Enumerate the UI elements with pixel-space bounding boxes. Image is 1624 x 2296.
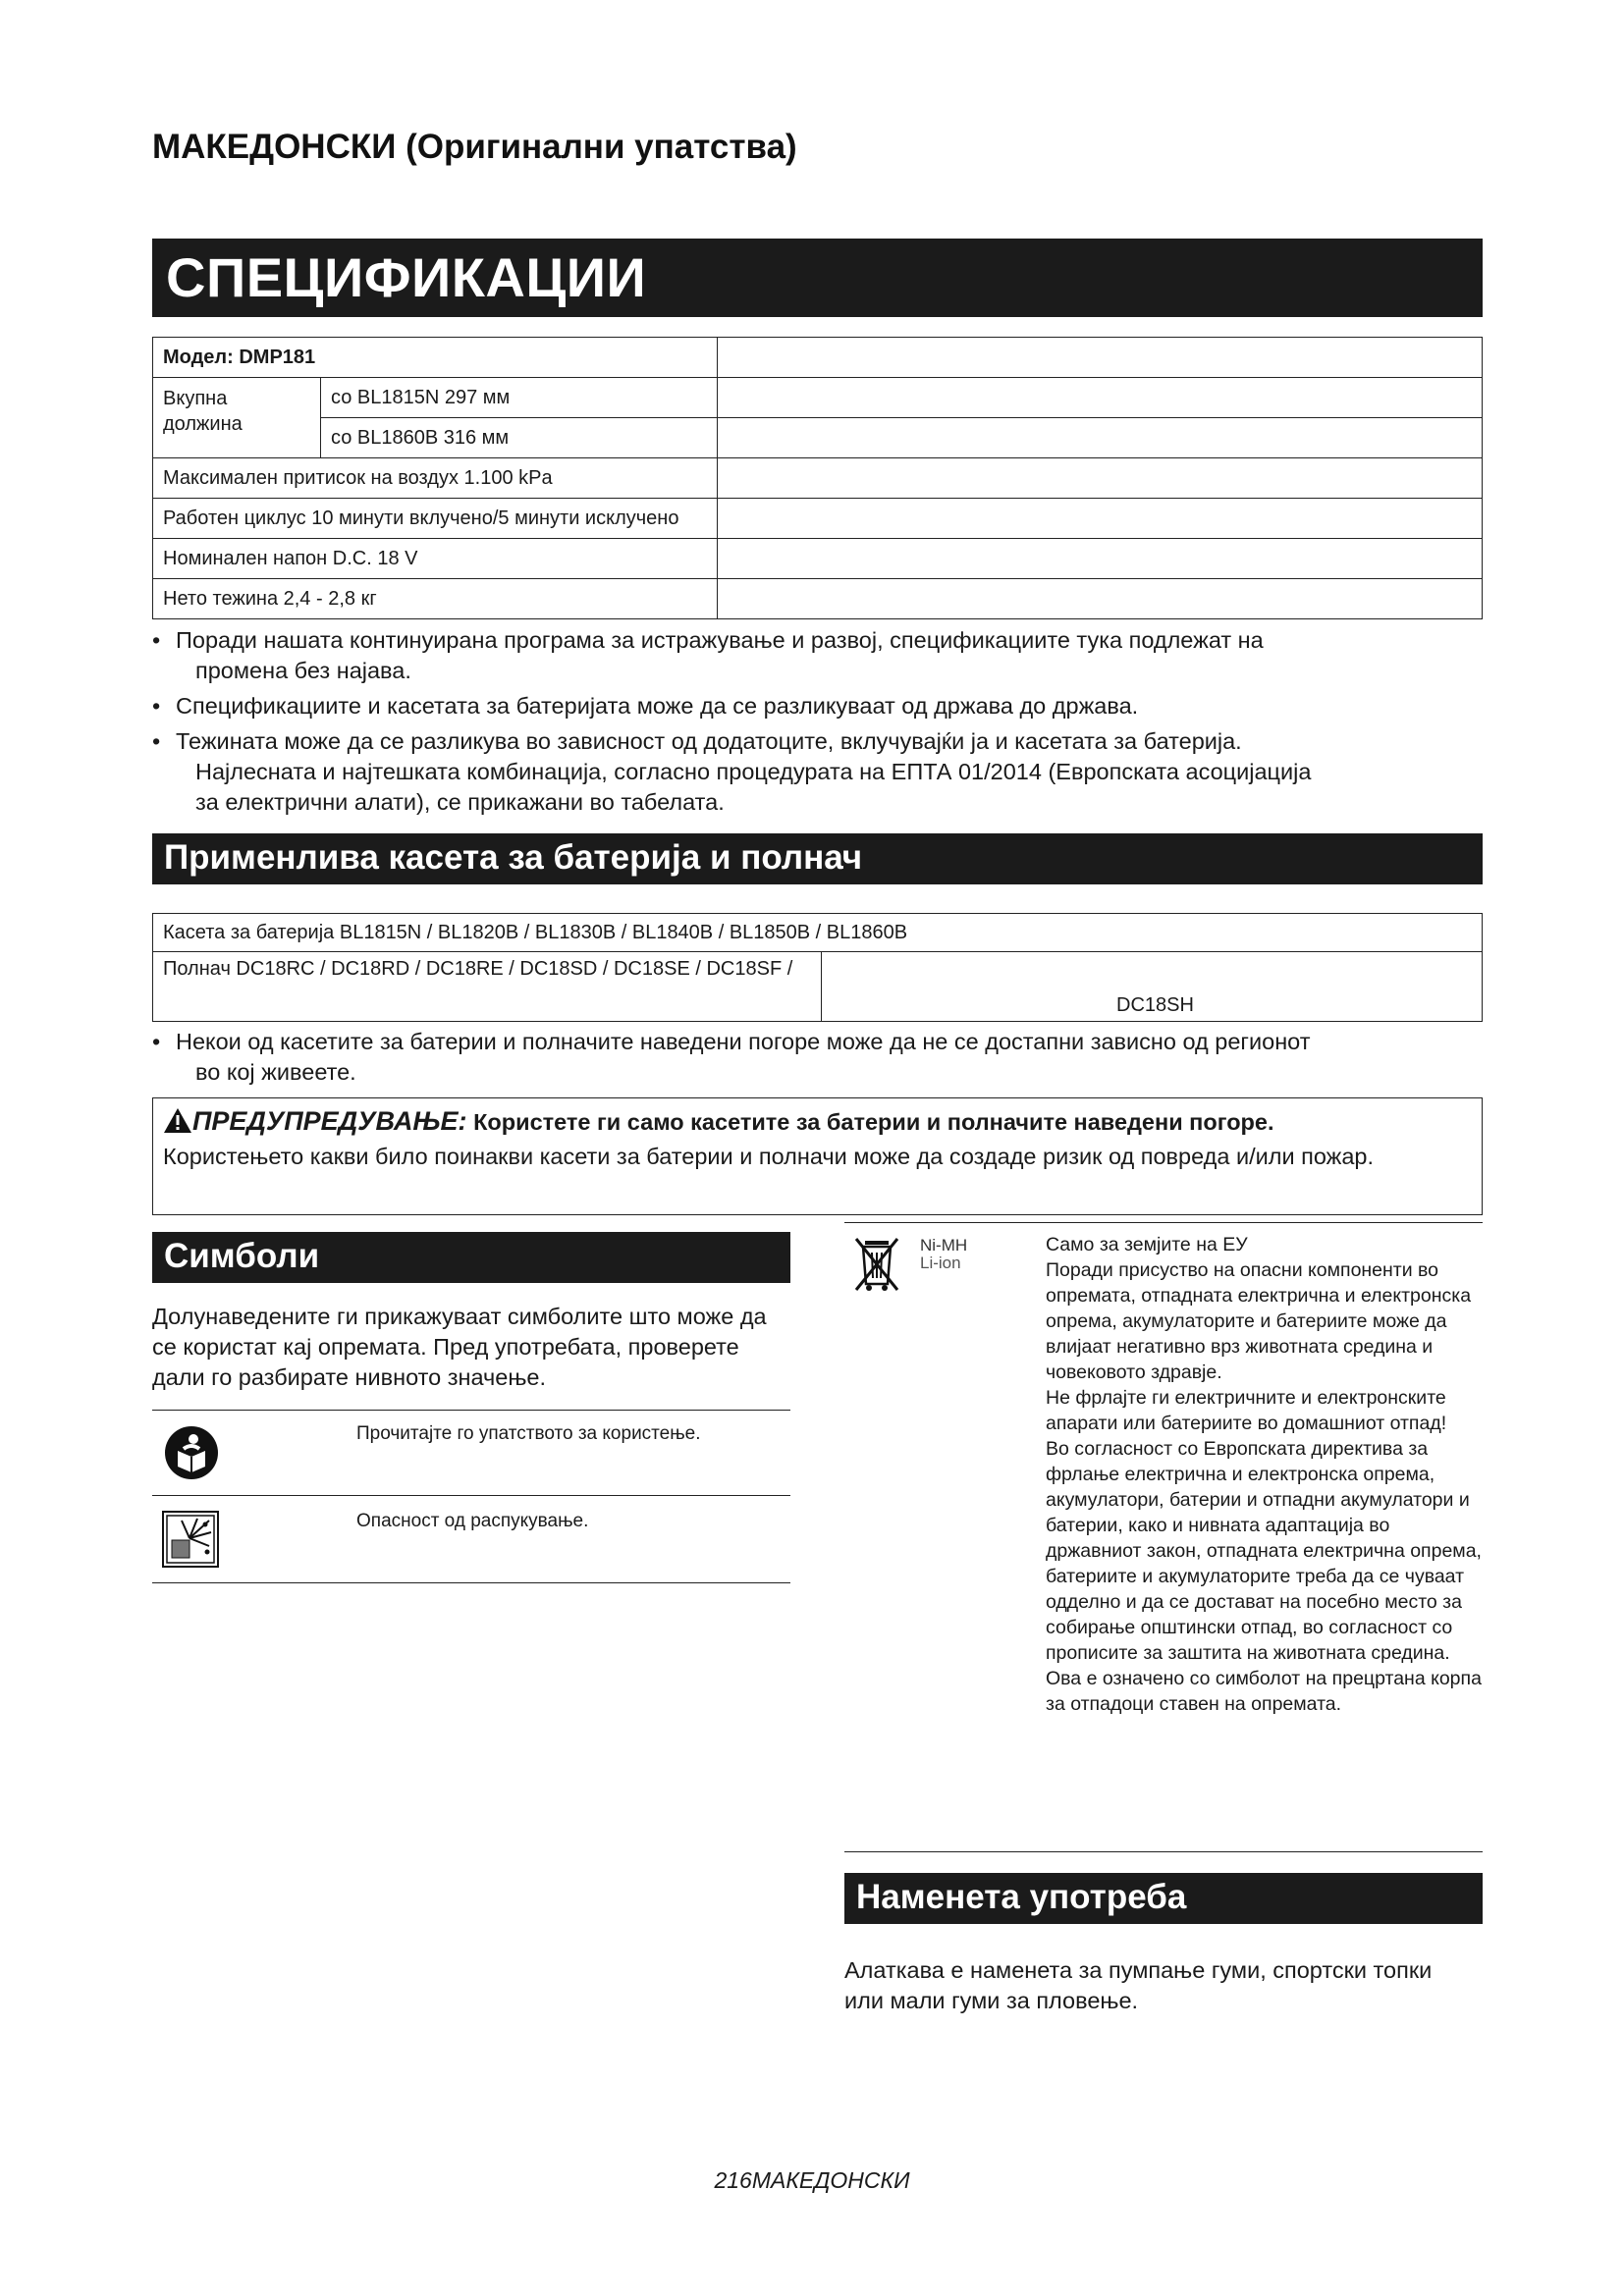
table-row [153, 499, 1483, 539]
net-weight-cell: Нето тежина 2,4 - 2,8 кг [153, 579, 718, 619]
list-item [152, 625, 1483, 686]
warning-text: Користењето какви било поинакви касети за батерии и полначи може да создаде ризик од повреда и/или пожар. [163, 1144, 1375, 1169]
list-item [152, 726, 1483, 818]
note-text: Некои од касетите за батерии и полначите наведени погоре може да не се достапни зависно од регионот [176, 1029, 1311, 1054]
eu-paragraph: Само за земјите на ЕУ [1046, 1234, 1248, 1255]
warning-bold-text: Користете ги само касетите за батерии и полначите наведени погоре. [473, 1109, 1274, 1135]
eu-disposal-text [1046, 1232, 1488, 1717]
page-footer: 216МАКЕДОНСКИ [714, 2167, 910, 2193]
charger-cell: Полнач DC18RC / DC18RD / DC18RE / DC18SD / DC18SE / DC18SF / [153, 952, 822, 1022]
empty-cell [718, 418, 1483, 458]
warning-label: ПРЕДУПРЕДУВАЊЕ: [192, 1106, 467, 1136]
table-row [153, 914, 1483, 952]
battery-table [152, 913, 1483, 1022]
symbol-text: Опасност од распукување. [356, 1511, 589, 1531]
li-ion-label: Li-ion [920, 1254, 961, 1272]
empty-cell [718, 378, 1483, 418]
symbols-heading: Симболи [152, 1232, 790, 1283]
table-row [153, 539, 1483, 579]
empty-cell [718, 539, 1483, 579]
eu-paragraph: Во согласност со Европската директива за фрлање електрична и електронска опрема, акумулатори, батерии и отпадни акумулатори и батерии, како и нивната адаптација во државниот закон, отпадната електрична опрема, батериите и акумулаторите треба да се чуваат одделно и да се достават на посебно место за собирање општински отпад, во согласност со прописите за заштита на животната средина. [1046, 1438, 1482, 1664]
duty-cycle-cell: Работен циклус 10 минути вклучено/5 минути исклучено [153, 499, 718, 539]
model-cell: Модел: DMP181 [153, 338, 718, 378]
symbols-intro: Долунаведените ги прикажуваат симболите што може да се користат кај опремата. Пред употребата, проверете дали го разбирате нивното значење. [152, 1304, 767, 1390]
symbol-row [152, 1495, 790, 1583]
list-item [152, 1027, 1483, 1088]
note-text: Тежината може да се разликува во зависност од додатоците, вклучувајќи ја и касетата за батерија. [176, 728, 1242, 754]
note-text: Поради нашата континуирана програма за истражување и развој, спецификациите тука подлежат на [176, 627, 1264, 653]
read-manual-icon [164, 1425, 219, 1485]
eu-paragraph: Ова е означено со симболот на прецртана корпа за отпадоци ставен на опремата. [1046, 1668, 1482, 1715]
max-pressure-cell: Максимален притисок на воздух 1.100 kPa [153, 458, 718, 499]
specs-table [152, 337, 1483, 619]
empty-cell [718, 499, 1483, 539]
note-text: Спецификациите и касетата за батеријата може да се разликуваат од држава до држава. [176, 693, 1139, 719]
divider [844, 1851, 1483, 1852]
empty-cell [718, 579, 1483, 619]
cartridge-cell: Касета за батерија BL1815N / BL1820B / BL1830B / BL1840B / BL1850B / BL1860B [153, 914, 1483, 952]
table-row [153, 378, 1483, 418]
note-text: во кој живеете. [195, 1059, 356, 1085]
empty-cell [718, 458, 1483, 499]
language-title: МАКЕДОНСКИ (Оригинални упатства) [152, 128, 797, 166]
intended-use-heading: Наменета употреба [844, 1873, 1483, 1924]
length-cell: со BL1860B 316 мм [321, 418, 718, 458]
divider [844, 1222, 1483, 1223]
note-text: за електрични алати), се прикажани во табелата. [195, 789, 725, 815]
table-row [153, 952, 1483, 1022]
intended-use-text: Алаткава е наменета за пумпање гуми, спортски топки или мали гуми за пловење. [844, 1957, 1433, 2013]
symbol-row [152, 1411, 790, 1496]
table-row [153, 458, 1483, 499]
note-text: промена без најава. [195, 658, 411, 683]
eu-paragraph: Поради присуство на опасни компоненти во опремата, отпадната електрична и електронска опрема, акумулаторите и батериите може да влијаат негативно врз животната средина и човековото здравје. [1046, 1259, 1472, 1383]
rated-voltage-cell: Номинален напон D.C. 18 V [153, 539, 718, 579]
specs-heading: СПЕЦИФИКАЦИИ [152, 239, 1483, 317]
eu-paragraph: Не фрлајте ги електричните и електронските апарати или батериите во домашниот отпад! [1046, 1387, 1447, 1434]
table-row [153, 418, 1483, 458]
list-item [152, 691, 1483, 721]
table-row [153, 579, 1483, 619]
empty-cell [718, 338, 1483, 378]
spec-notes [152, 625, 1483, 823]
crossed-bin-icon [852, 1235, 901, 1299]
table-row [153, 338, 1483, 378]
warning-box [152, 1097, 1483, 1215]
battery-heading: Применлива касета за батерија и полнач [152, 833, 1483, 884]
warning-icon [163, 1107, 192, 1142]
explosion-hazard-icon [162, 1511, 219, 1573]
ni-mh-label: Ni-MH [920, 1236, 968, 1255]
charger-cont-cell: DC18SH [822, 952, 1483, 1022]
length-cell: со BL1815N 297 мм [321, 378, 718, 418]
length-label-cell: Вкупна должина [153, 378, 321, 458]
symbol-text: Прочитајте го упатството за користење. [356, 1423, 701, 1444]
battery-notes [152, 1027, 1483, 1093]
note-text: Најлесната и најтешката комбинација, согласно процедурата на ЕПТА 01/2014 (Европската асоцијација [195, 759, 1312, 784]
